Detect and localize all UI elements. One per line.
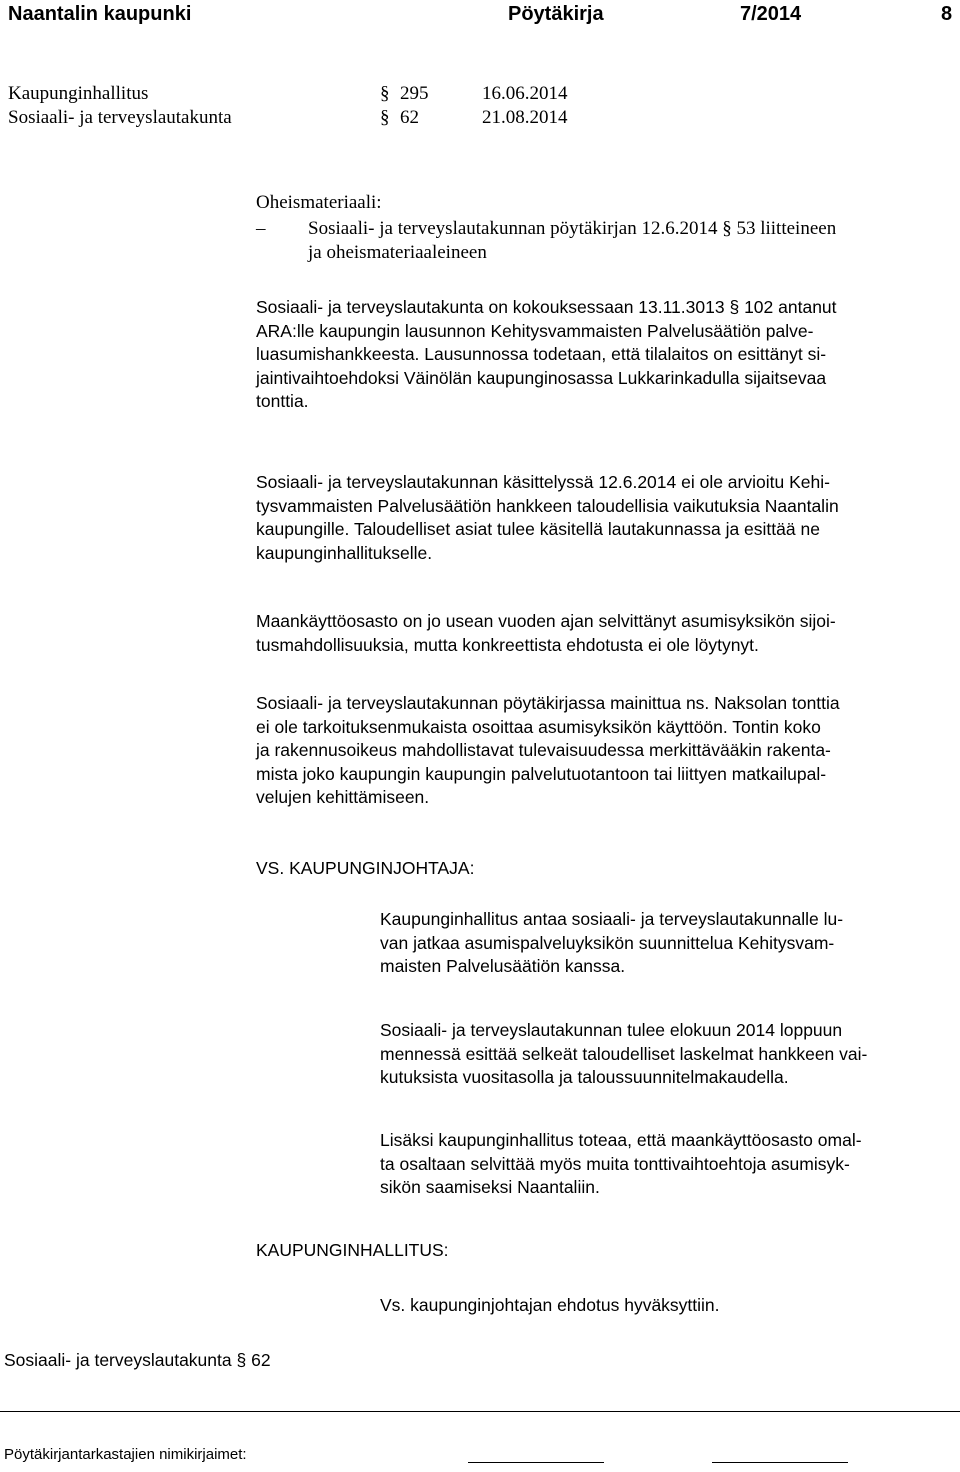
reference-date: 21.08.2014 xyxy=(482,107,568,128)
paragraph-line: Lisäksi kaupunginhallitus toteaa, että maankäyttöosasto omal- xyxy=(380,1130,862,1150)
signature-line xyxy=(468,1462,604,1463)
footer-reference-section: 62 xyxy=(251,1350,271,1370)
paragraph-2 xyxy=(256,471,839,565)
paragraph-line: velujen kehittämiseen. xyxy=(256,787,430,807)
proposal-item xyxy=(380,1129,862,1200)
signatures-label: Pöytäkirjantarkastajien nimikirjaimet: xyxy=(4,1446,247,1463)
attachment-text-tail: 53 liitteineen xyxy=(736,218,837,239)
proposal-item xyxy=(380,1019,867,1090)
reference-section: 295 xyxy=(400,83,429,104)
document-number: 7/2014 xyxy=(740,3,802,25)
paragraph-line: ja rakennusoikeus mahdollistavat tulevaisuudessa merkittävääkin rakenta- xyxy=(256,740,831,760)
section-symbol: § xyxy=(722,218,732,239)
paragraph-line: van jatkaa asumispalveluyksikön suunnittelua Kehitysvam- xyxy=(380,932,835,953)
proposal-heading: VS. KAUPUNGINJOHTAJA: xyxy=(256,858,475,878)
attachments-dash: – xyxy=(256,218,266,239)
attachments-title: Oheismateriaali: xyxy=(256,192,382,213)
paragraph-line: mista joko kaupungin kaupungin palvelutuotantoon tai liittyen matkailupal- xyxy=(256,763,827,784)
paragraph-line: tusmahdollisuuksia, mutta konkreettista ehdotusta ei ole löytynyt. xyxy=(256,634,759,655)
signature-line xyxy=(712,1462,848,1463)
paragraph-4 xyxy=(256,692,840,810)
paragraph-line: mennessä esittää selkeät taloudelliset laskelmat hankkeen vai- xyxy=(380,1043,868,1064)
paragraph-line: Sosiaali- ja terveyslautakunnan käsittelyssä 12.6.2014 ei ole arvioitu Kehi- xyxy=(256,472,830,492)
proposal-item xyxy=(380,908,843,979)
page-number: 8 xyxy=(941,3,953,25)
paragraph-line: kutuksista vuositasolla ja taloussuunnitelmakaudella. xyxy=(380,1067,789,1087)
paragraph-line: kaupungille. Taloudelliset asiat tulee käsitellä lautakunnassa ja esittää ne xyxy=(256,519,820,539)
paragraph-line: tysvammaisten Palvelusäätiön hankkeen taloudellisia vaikutuksia Naantalin xyxy=(256,495,839,516)
paragraph-line: jaintivaihtoehdoksi Väinölän kaupunginosassa Lukkarinkadulla sijaitsevaa xyxy=(256,367,827,388)
reference-body: Sosiaali- ja terveyslautakunta xyxy=(8,107,232,128)
document-type: Pöytäkirja xyxy=(508,3,604,25)
reference-section: 62 xyxy=(400,107,419,128)
paragraph-3 xyxy=(256,610,836,657)
paragraph-line: sikön saamiseksi Naantaliin. xyxy=(380,1177,600,1197)
paragraph-line: Sosiaali- ja terveyslautakunnan pöytäkirjassa mainittua ns. Naksolan tonttia xyxy=(256,693,840,713)
paragraph-line: maisten Palvelusäätiön kanssa. xyxy=(380,956,626,976)
paragraph-line: Maankäyttöosasto on jo usean vuoden ajan selvittänyt asumisyksikön sijoi- xyxy=(256,611,836,631)
paragraph-line: Sosiaali- ja terveyslautakunnan tulee elokuun 2014 loppuun xyxy=(380,1020,843,1040)
reference-date: 16.06.2014 xyxy=(482,83,568,104)
footer-reference-body: Sosiaali- ja terveyslautakunta xyxy=(4,1350,232,1370)
attachment-text: Sosiaali- ja terveyslautakunnan pöytäkirjan 12.6.2014 xyxy=(308,218,718,239)
attachment-item xyxy=(308,218,836,240)
reference-body: Kaupunginhallitus xyxy=(8,83,149,104)
organization-name: Naantalin kaupunki xyxy=(8,3,192,25)
attachment-item-cont: ja oheismateriaaleineen xyxy=(308,242,487,263)
paragraph-line: Kaupunginhallitus antaa sosiaali- ja terveyslautakunnalle lu- xyxy=(380,909,844,929)
decision-text: Vs. kaupunginjohtajan ehdotus hyväksyttiin. xyxy=(380,1295,720,1315)
paragraph-line: ARA:lle kaupungin lausunnon Kehitysvammaisten Palvelusäätiön palve- xyxy=(256,320,814,341)
footer-divider xyxy=(0,1411,960,1412)
section-symbol: § xyxy=(236,1350,247,1370)
paragraph-line: luasumishankkeesta. Lausunnossa todetaan, että tilalaitos on esittänyt si- xyxy=(256,344,827,364)
decision-heading: KAUPUNGINHALLITUS: xyxy=(256,1240,449,1260)
footer-reference xyxy=(4,1350,271,1371)
paragraph-line: ei ole tarkoituksenmukaista osoittaa asumisyksikön käyttöön. Tontin koko xyxy=(256,716,821,737)
section-symbol: § xyxy=(380,107,390,128)
paragraph-line: Sosiaali- ja terveyslautakunta on kokouksessaan 13.11.3013 § 102 antanut xyxy=(256,297,837,317)
paragraph-line: tonttia. xyxy=(256,391,309,411)
paragraph-line: kaupunginhallitukselle. xyxy=(256,542,433,563)
paragraph-1 xyxy=(256,296,837,414)
paragraph-line: ta osaltaan selvittää myös muita tonttivaihtoehtoja asumisyk- xyxy=(380,1153,850,1174)
section-symbol: § xyxy=(380,83,390,104)
